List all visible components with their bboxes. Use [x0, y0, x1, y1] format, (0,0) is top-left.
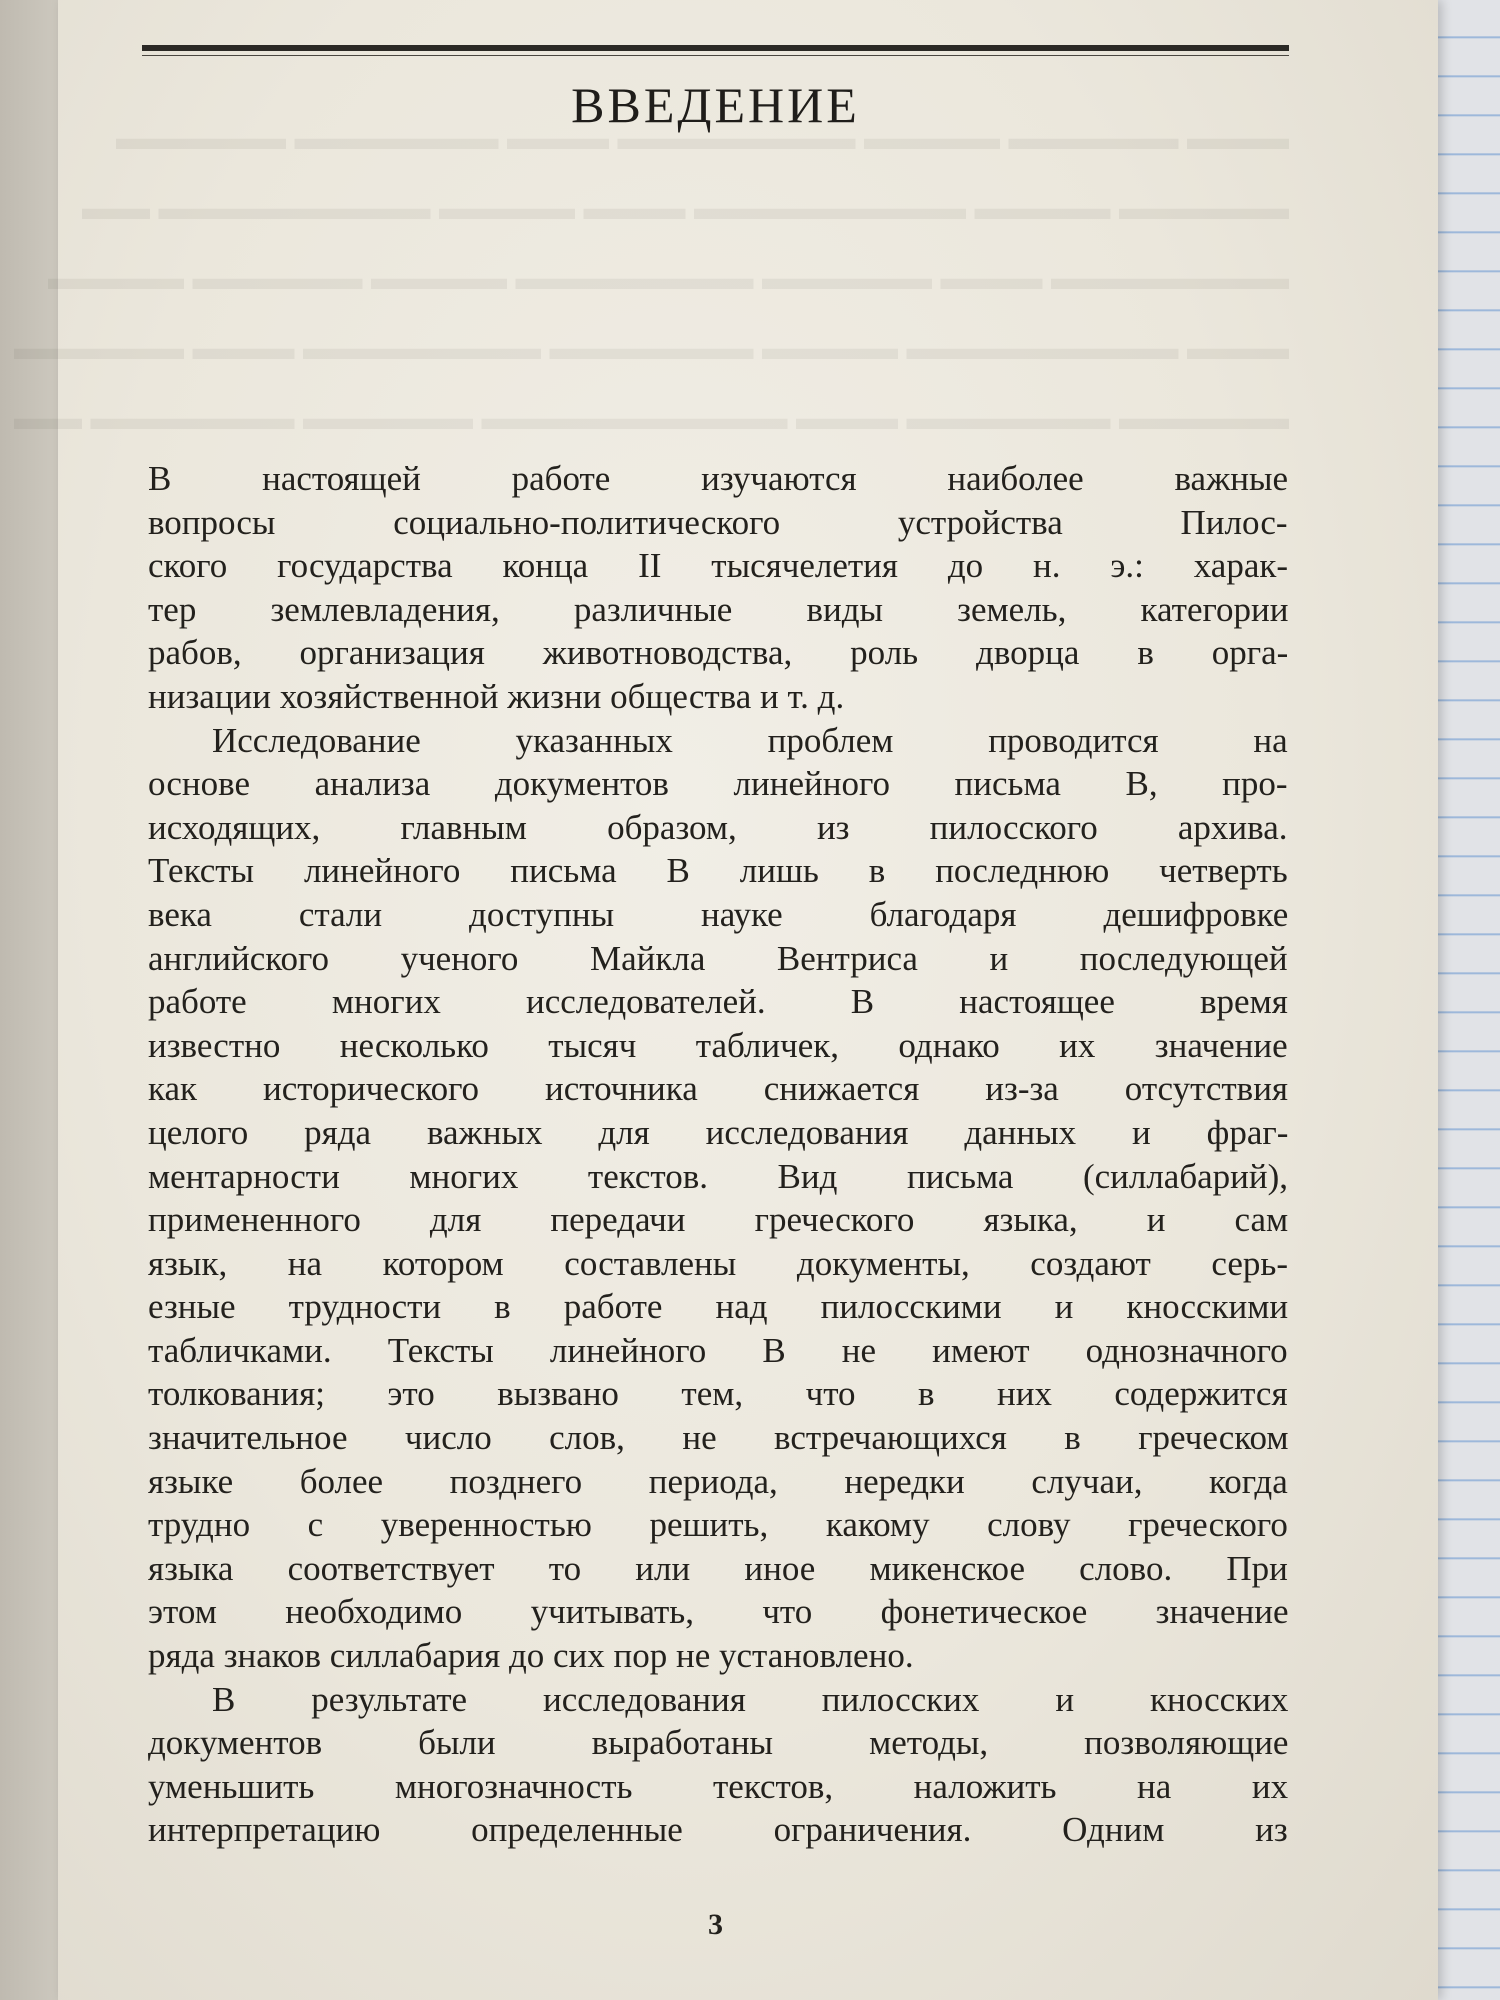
text-line: тер землевладения, различные виды земель, категории	[148, 589, 1289, 629]
text-line: ментарности многих текстов. Вид письма (силлабарий),	[148, 1156, 1289, 1196]
text-line: языке более позднего периода, нередки случаи, когда	[148, 1461, 1288, 1501]
text-line: известно несколько тысяч табличек, однако их значение	[148, 1025, 1288, 1065]
text-line: документов были выработаны методы, позволяющие	[148, 1723, 1289, 1763]
text-line: толкования; это вызвано тем, что в них содержится	[148, 1374, 1288, 1414]
text-line: исходящих, главным образом, из пилосского архива.	[148, 807, 1288, 847]
show-through-texture: ▬▬▬ ▬▬▬▬▬▬▬▬ ▬▬▬▬ ▬▬▬▬▬▬ ▬▬▬▬▬▬▬ ▬▬▬ ▬▬▬▬▬	[14, 330, 1289, 367]
body-text	[148, 457, 1288, 1852]
book-page	[14, 0, 1438, 2000]
text-line: как исторического источника снижается из-за отсутствия	[148, 1069, 1289, 1109]
text-line: этом необходимо учитывать, что фонетическое значение	[148, 1592, 1289, 1632]
show-through-texture: ▬▬▬▬▬ ▬▬▬▬ ▬▬▬▬▬▬▬▬ ▬▬▬ ▬▬▬▬ ▬▬▬▬▬▬▬▬ ▬▬	[82, 190, 1289, 227]
text-line: Тексты линейного письма B лишь в последнюю четверть	[148, 851, 1288, 891]
text-line: ского государства конца II тысячелетия до н. э.: харак-	[148, 546, 1289, 586]
text-line: интерпретацию определенные ограничения. Одним из	[148, 1810, 1288, 1850]
text-line: низации хозяйственной жизни общества и т. д.	[148, 676, 845, 716]
text-line: целого ряда важных для исследования данных и фраг-	[148, 1112, 1289, 1152]
text-line: значительное число слов, не встречающихся в греческом	[148, 1418, 1289, 1458]
header-rule-thin	[142, 55, 1289, 56]
text-line: езные трудности в работе над пилосскими и кносскими	[148, 1287, 1289, 1327]
text-line: языка соответствует то или иное микенское слово. При	[148, 1548, 1288, 1588]
page-number: 3	[708, 1908, 723, 1941]
show-through-texture: ▬▬▬▬▬▬▬ ▬▬▬ ▬▬▬▬▬ ▬▬▬▬▬▬▬ ▬▬▬▬ ▬▬▬▬▬ ▬▬▬▬	[48, 260, 1289, 297]
text-line: трудно с уверенностью решить, какому слову греческого	[148, 1505, 1288, 1545]
paragraph-1	[148, 457, 1288, 719]
text-line: уменьшить многозначность текстов, наложить на их	[148, 1766, 1289, 1806]
text-line: основе анализа документов линейного письма B, про-	[148, 764, 1288, 804]
text-line: работе многих исследователей. В настоящее время	[148, 982, 1288, 1022]
text-line: В настоящей работе изучаются наиболее важные	[148, 459, 1289, 498]
notebook-edge	[1438, 0, 1500, 2000]
show-through-texture: ▬▬▬ ▬▬▬▬▬ ▬▬▬▬ ▬▬▬▬▬▬▬ ▬▬▬ ▬▬▬▬▬▬ ▬▬▬▬▬	[116, 120, 1289, 157]
header-rule	[142, 45, 1289, 51]
show-through-texture: ▬▬▬▬▬ ▬▬▬▬▬▬ ▬▬▬ ▬▬▬▬▬▬▬▬▬ ▬▬▬▬▬ ▬▬▬▬▬▬ ▬▬	[14, 400, 1289, 437]
text-line: века стали доступны науке благодаря дешифровке	[148, 894, 1289, 934]
text-line: ряда знаков силлабария до сих пор не установлено.	[148, 1636, 914, 1676]
paragraph-3	[148, 1678, 1288, 1852]
text-line: язык, на котором составлены документы, создают серь-	[148, 1243, 1289, 1283]
text-line: В результате исследования пилосских и кносских	[212, 1679, 1289, 1719]
text-line: примененного для передачи греческого языка, и сам	[148, 1200, 1289, 1240]
text-line: Исследование указанных проблем проводится на	[212, 720, 1288, 760]
chapter-title: ВВЕДЕНИЕ	[571, 77, 860, 133]
text-line: рабов, организация животноводства, роль дворца в орга-	[148, 633, 1289, 673]
text-line: вопросы социально-политического устройства Пилос-	[148, 502, 1288, 542]
text-line: табличками. Тексты линейного B не имеют однозначного	[148, 1330, 1288, 1370]
paragraph-2	[148, 719, 1288, 1678]
text-line: английского ученого Майкла Вентриса и последующей	[148, 938, 1288, 978]
